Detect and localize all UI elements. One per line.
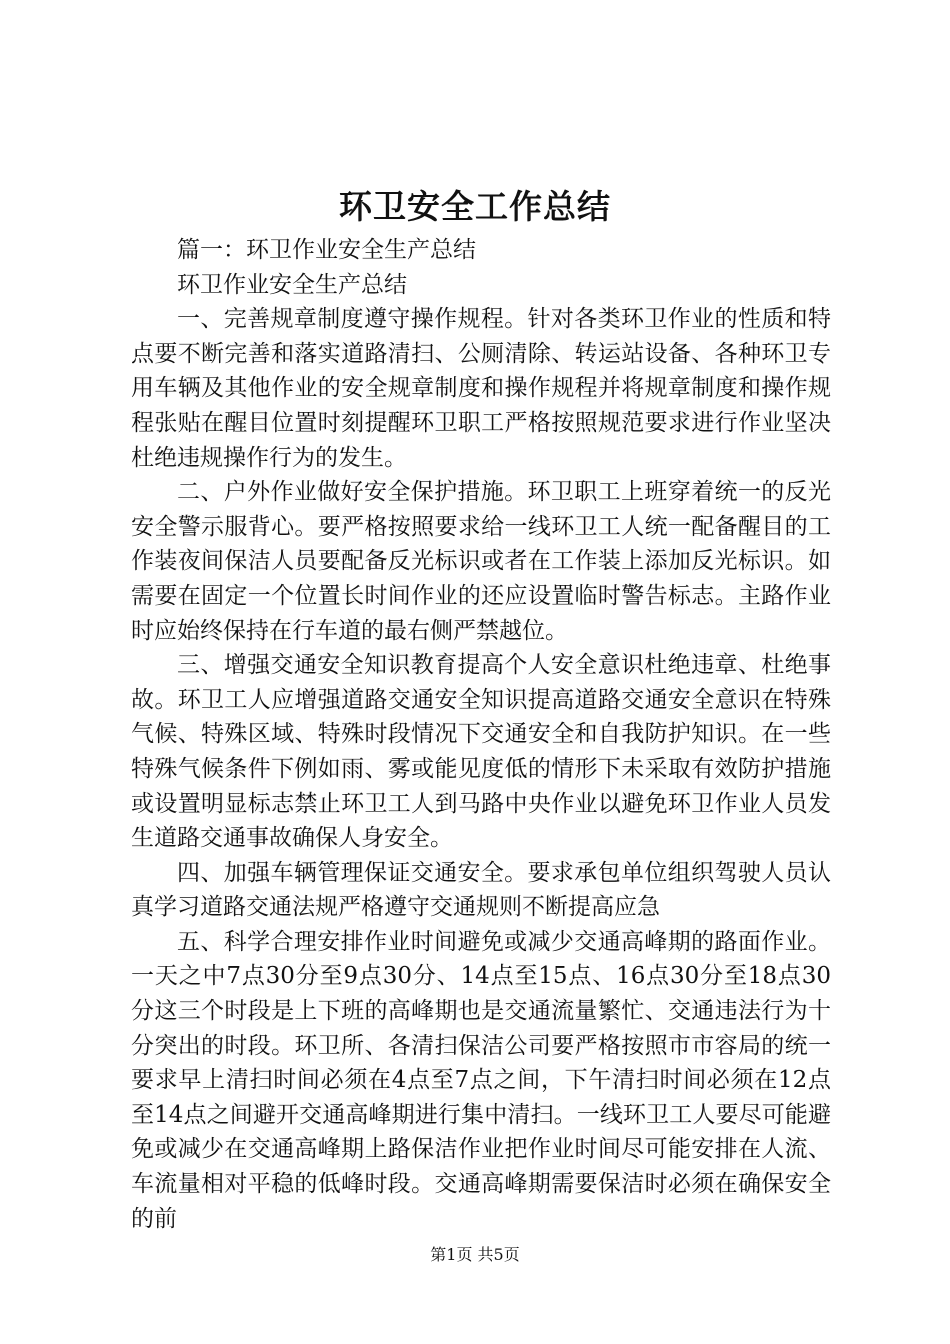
subsection-heading: 环卫作业安全生产总结 <box>177 271 407 298</box>
body-paragraph: 二、户外作业做好安全保护措施。环卫职工上班穿着统一的反光安全警示服背心。要严格按照要求给一线环卫工人统一配备醒目的工作装夜间保洁人员要配备反光标识或者在工作装上添加反光标识。如需要在固定一个位置长时间作业的还应设置临时警告标志。主路作业时应始终保持在行车道的最右侧严禁越位。 <box>131 479 831 644</box>
body-paragraph: 五、科学合理安排作业时间避免或减少交通高峰期的路面作业。一天之中7点30分至9点30分、14点至15点、16点30分至18点30分这三个时段是上下班的高峰期也是交通流量繁忙、交通违法行为十分突出的时段。环卫所、各清扫保洁公司要严格按照市市容局的统一要求早上清扫时间必须在4点至7点之间，下午清扫时间必须在12点至14点之间避开交通高峰期进行集中清扫。一线环卫工人要尽可能避免或减少在交通高峰期上路保洁作业把作业时间尽可能安排在人流、车流量相对平稳的低峰时段。交通高峰期需要保洁时必须在确保安全的前 <box>131 928 831 1232</box>
document-body <box>131 233 831 1236</box>
document-title: 环卫安全工作总结 <box>339 187 611 226</box>
body-paragraph: 一、完善规章制度遵守操作规程。针对各类环卫作业的性质和特点要不断完善和落实道路清扫、公厕清除、转运站设备、各种环卫专用车辆及其他作业的安全规章制度和操作规程并将规章制度和操作规程张贴在醒目位置时刻提醒环卫职工严格按照规范要求进行作业坚决杜绝违规操作行为的发生。 <box>131 306 831 471</box>
section-heading: 篇一：环卫作业安全生产总结 <box>177 237 476 263</box>
page-number-footer: 第1页 共5页 <box>430 1245 520 1264</box>
body-paragraph: 三、增强交通安全知识教育提高个人安全意识杜绝违章、杜绝事故。环卫工人应增强道路交通安全知识提高道路交通安全意识在特殊气候、特殊区域、特殊时段情况下交通安全和自我防护知识。在一些特殊气候条件下例如雨、雾或能见度低的情形下未采取有效防护措施或设置明显标志禁止环卫工人到马路中央作业以避免环卫作业人员发生道路交通事故确保人身安全。 <box>131 652 831 852</box>
body-paragraph: 四、加强车辆管理保证交通安全。要求承包单位组织驾驶人员认真学习道路交通法规严格遵守交通规则不断提高应急 <box>131 859 831 921</box>
